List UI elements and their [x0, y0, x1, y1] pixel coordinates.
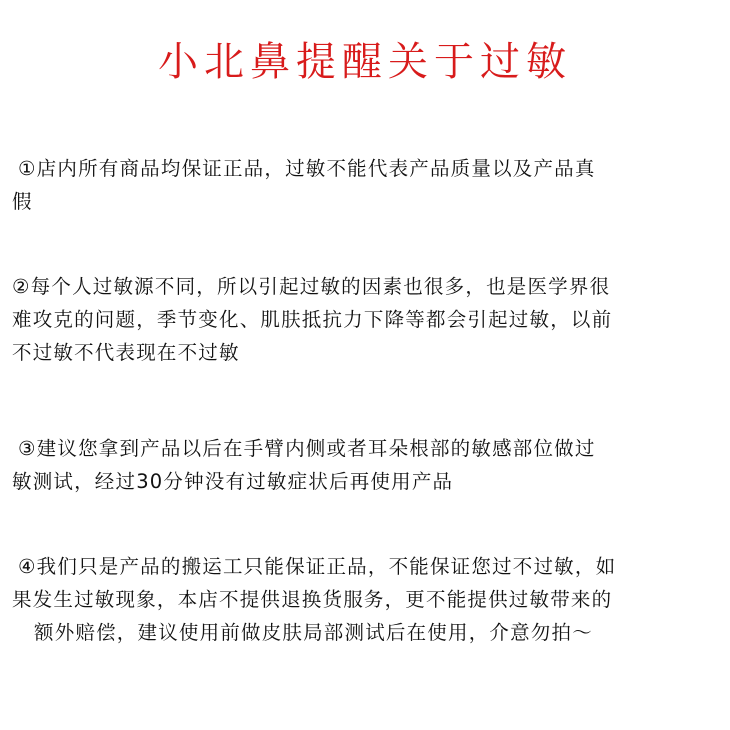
notice-paragraph-4	[12, 550, 724, 649]
paragraph-4-line-2: 果发生过敏现象，本店不提供退换货服务，更不能提供过敏带来的	[12, 588, 613, 611]
notice-paragraph-2	[12, 270, 724, 369]
page-title: 小北鼻提醒关于过敏	[158, 39, 572, 85]
paragraph-3-line-2: 敏测试，经过30分钟没有过敏症状后再使用产品	[12, 470, 454, 493]
paragraph-1-line-2: 假	[12, 190, 33, 213]
paragraph-1-line-1: ①店内所有商品均保证正品，过敏不能代表产品质量以及产品真	[18, 157, 596, 180]
notice-paragraph-1	[12, 152, 724, 218]
paragraph-2-line-2: 难攻克的问题，季节变化、肌肤抵抗力下降等都会引起过敏，以前	[12, 308, 613, 331]
paragraph-2-line-1: ②每个人过敏源不同，所以引起过敏的因素也很多，也是医学界很	[12, 275, 611, 298]
paragraph-4-line-1: ④我们只是产品的搬运工只能保证正品，不能保证您过不过敏，如	[18, 555, 617, 578]
paragraph-2-line-3: 不过敏不代表现在不过敏	[12, 341, 240, 364]
paragraph-4-line-3: 额外赔偿，建议使用前做皮肤局部测试后在使用，介意勿拍～	[34, 621, 593, 644]
paragraph-3-line-1: ③建议您拿到产品以后在手臂内侧或者耳朵根部的敏感部位做过	[18, 437, 596, 460]
notice-paragraph-3	[12, 432, 724, 498]
